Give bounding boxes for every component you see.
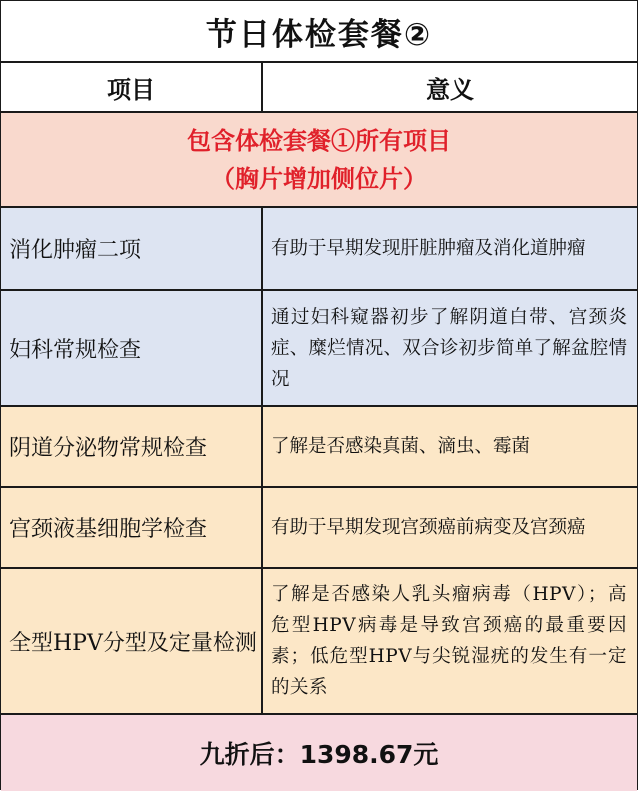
row-item-name: 宫颈液基细胞学检查 (1, 488, 263, 567)
row-item-name: 妇科常规检查 (1, 291, 263, 405)
header-item: 项目 (1, 63, 263, 111)
row-item-meaning: 通过妇科窥器初步了解阴道白带、宫颈炎症、糜烂情况、双合诊初步简单了解盆腔情况 (271, 306, 627, 390)
discount-price: 九折后：1398.67元 (199, 740, 439, 769)
row-item-meaning: 有助于早期发现肝脏肿瘤及消化道肿瘤 (271, 238, 586, 259)
table-row (1, 407, 637, 488)
include-note-line2: （胸片增加侧位片） (211, 163, 427, 193)
row-item-meaning: 了解是否感染人乳头瘤病毒（HPV）；高危型HPV病毒是导致宫颈癌的最重要因素；低危型HPV与尖锐湿疣的发生有一定的关系 (271, 584, 627, 698)
include-note-row (1, 113, 637, 208)
table-row (1, 569, 637, 715)
include-note-line1: 包含体检套餐①所有项目 (187, 125, 451, 155)
table-row (1, 488, 637, 569)
row-item-name: 全型HPV分型及定量检测 (1, 569, 263, 713)
table-row (1, 291, 637, 407)
table-row (1, 208, 637, 291)
row-item-name: 阴道分泌物常规检查 (1, 407, 263, 486)
price-row (1, 715, 637, 791)
row-item-meaning: 了解是否感染真菌、滴虫、霉菌 (271, 436, 531, 457)
table-title-row (1, 1, 637, 63)
row-item-name: 消化肿瘤二项 (1, 208, 263, 289)
header-row (1, 63, 637, 113)
row-item-meaning: 有助于早期发现宫颈癌前病变及宫颈癌 (271, 517, 586, 538)
table-title: 节日体检套餐② (205, 16, 433, 53)
header-meaning: 意义 (426, 75, 474, 104)
